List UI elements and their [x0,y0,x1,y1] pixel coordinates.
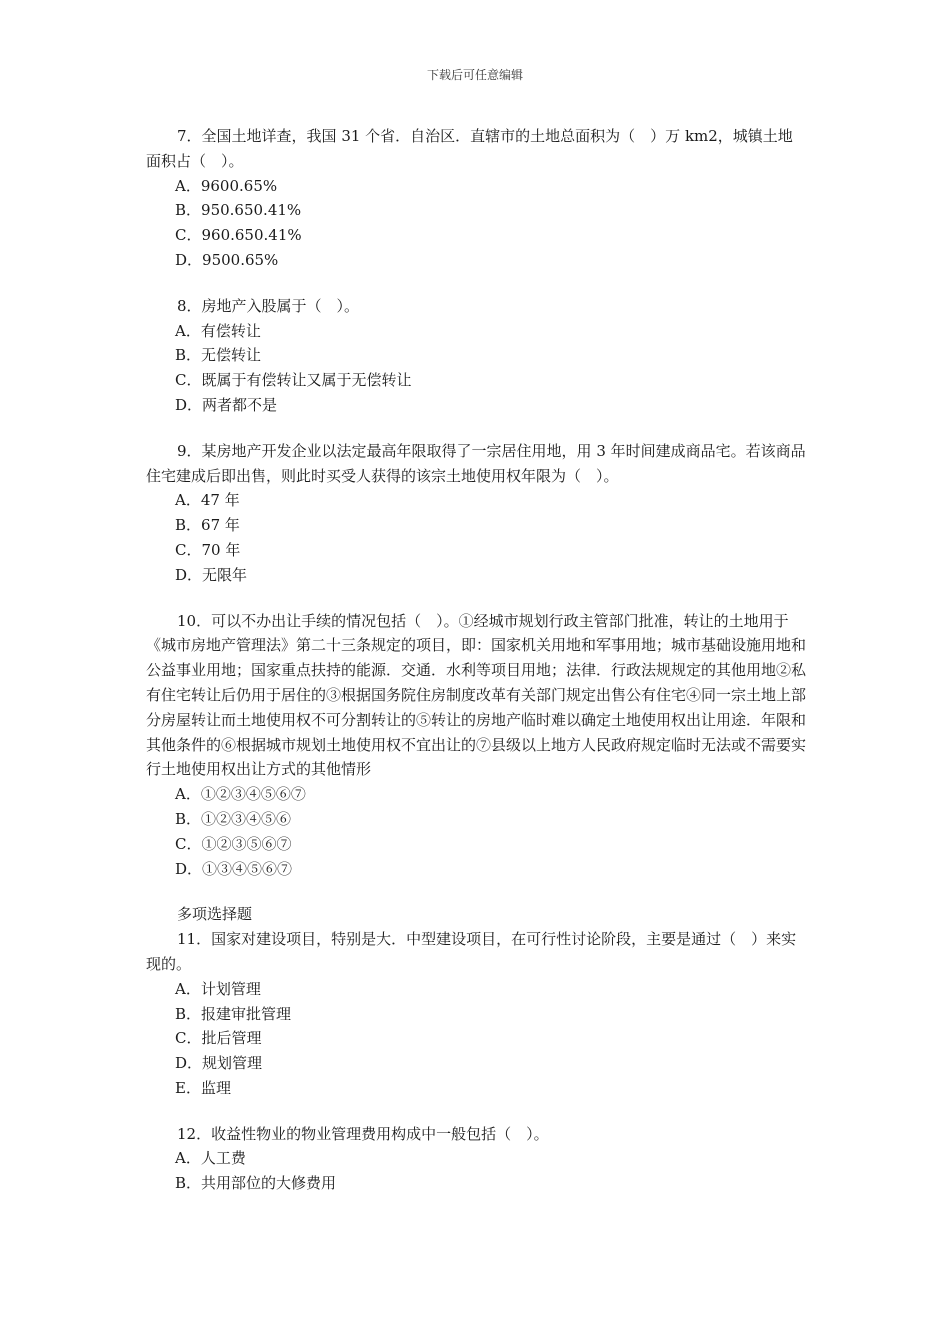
option-b: B．①②③④⑤⑥ [175,809,292,828]
question-10 [146,609,806,882]
question-stem: 12．收益性物业的物业管理费用构成中一般包括（ ）。 [177,1124,549,1143]
question-11 [146,927,806,1101]
option-a: A．47 年 [175,491,240,510]
option-a: A．①②③④⑤⑥⑦ [175,785,306,804]
question-stem: 10．可以不办出让手续的情况包括（ ）。①经城市规划行政主管部门批准，转让的土地用于《城市房地产管理法》第二十三条规定的项目，即：国家机关用地和军事用地；城市基础设施用地和公益事业用地；国家重点扶持的能源．交通．水利等项目用地；法律．行政法规规定的其他用地②私有住宅转让后仍用于居住的③根据国务院住房制度改革有关部门规定出售公有住宅④同一宗土地上部分房屋转让而土地使用权不可分割转让的⑤转让的房地产临时难以确定土地使用权出让用途．年限和其他条件的⑥根据城市规划土地使用权不宜出让的⑦县级以上地方人民政府规定临时无法或不需要实行土地使用权出让方式的其他情形 [146,611,807,779]
option-c: C．批后管理 [175,1029,262,1048]
option-list [146,174,806,273]
question-8 [146,294,806,418]
question-stem: 8．房地产入股属于（ ）。 [177,296,360,315]
option-list [146,977,806,1101]
option-a: A．9600.65% [175,176,278,195]
document-body [146,124,806,1217]
option-c: C．既属于有偿转让又属于无偿转让 [175,371,412,390]
page-header: 下载后可任意编辑 [426,68,523,82]
option-d: D．两者都不是 [175,395,278,414]
option-b: B．无偿转让 [175,346,262,365]
option-c: C．①②③⑤⑥⑦ [175,834,292,853]
option-d: D．无限年 [175,565,248,584]
option-c: C．960.650.41% [175,226,302,245]
option-list [146,1146,806,1196]
option-b: B．报建审批管理 [175,1004,292,1023]
option-a: A．有偿转让 [175,321,261,340]
question-9 [146,439,806,588]
option-c: C．70 年 [175,540,241,559]
option-d: D．规划管理 [175,1054,263,1073]
option-list [146,782,806,881]
option-list [146,319,806,418]
option-d: D．①③④⑤⑥⑦ [175,859,293,878]
option-a: A．人工费 [175,1149,246,1168]
question-stem: 7．全国土地详查，我国 31 个省．自治区．直辖市的土地总面积为（ ）万 km2，城镇土地面积占（ ）。 [146,127,793,170]
option-b: B．67 年 [175,516,240,535]
section-heading: 多项选择题 [177,905,253,924]
question-stem: 9．某房地产开发企业以法定最高年限取得了一宗居住用地，用 3 年时间建成商品宅。若该商品住宅建成后即出售，则此时买受人获得的该宗土地使用权年限为（ ）。 [146,441,806,485]
option-b: B．950.650.41% [175,201,302,220]
option-e: E．监理 [175,1078,231,1097]
question-7 [146,124,806,273]
option-a: A．计划管理 [175,979,261,998]
question-12 [146,1122,806,1196]
question-stem: 11．国家对建设项目，特别是大．中型建设项目，在可行性讨论阶段，主要是通过（ ）来实现的。 [146,930,797,973]
option-b: B．共用部位的大修费用 [175,1174,337,1193]
option-d: D．9500.65% [175,250,279,269]
option-list [146,488,806,587]
